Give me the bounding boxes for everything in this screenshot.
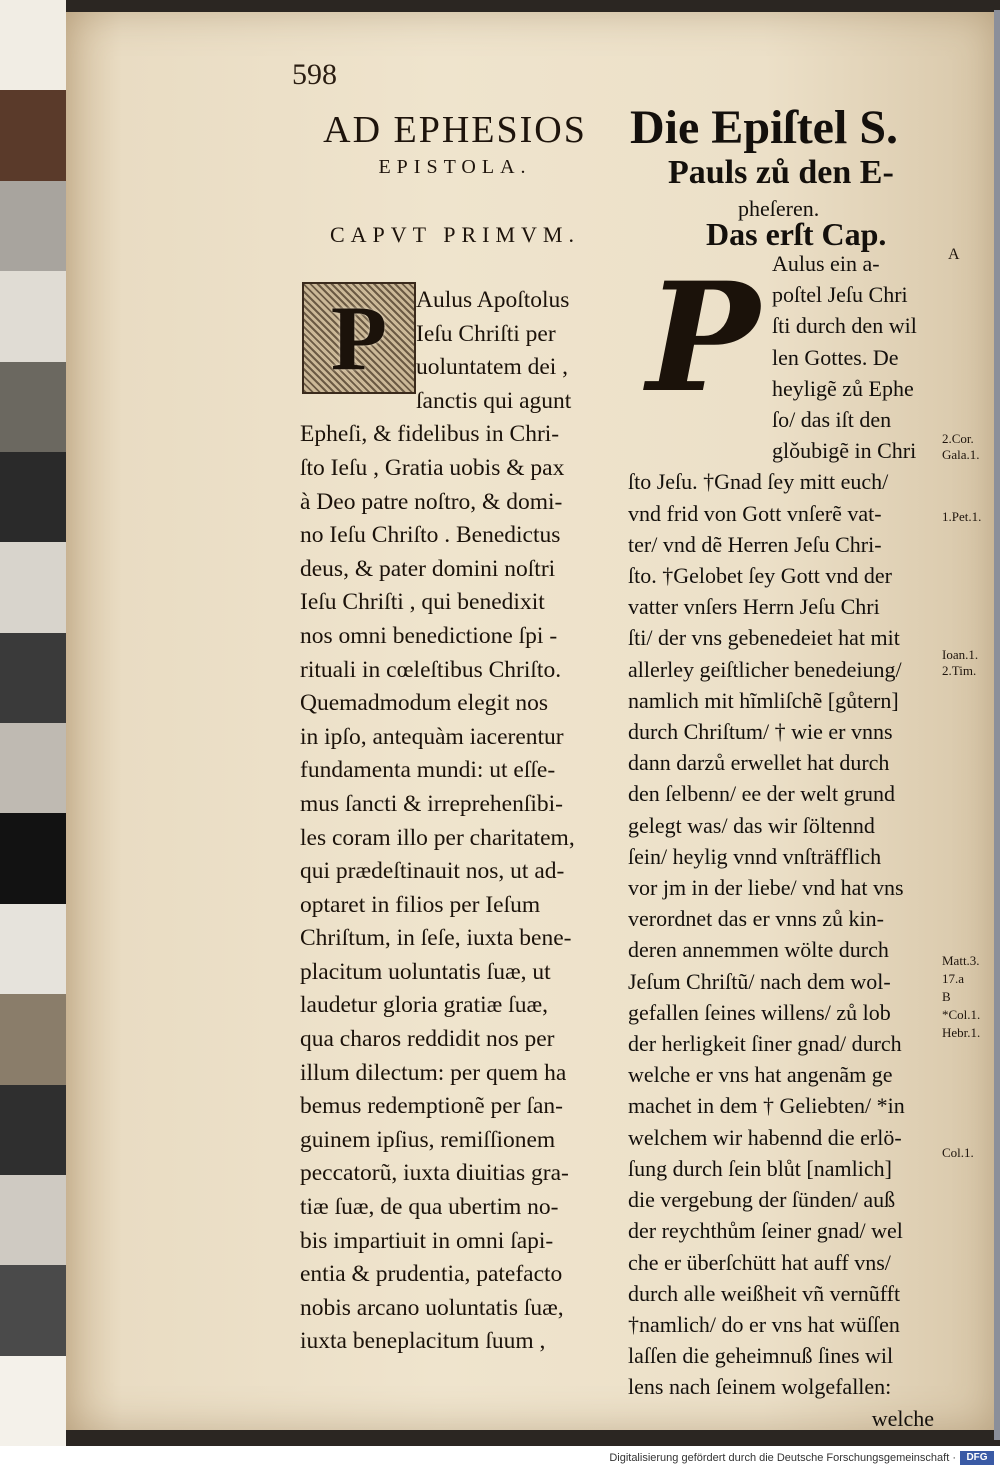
strip-swatch: [0, 904, 66, 994]
margin-note-hebr: Hebr.1.: [942, 1025, 981, 1040]
margin-note-gala: Gala.1.: [942, 447, 980, 462]
german-text-line: dann darzů erwellet hat durch: [628, 750, 890, 776]
strip-swatch: [0, 271, 66, 361]
margin-note-2tim: 2.Tim.: [942, 663, 977, 678]
german-text-line: laſſen die geheimnuß ſines wil: [628, 1343, 894, 1369]
german-text-line: der reychthům ſeiner gnad/ wel: [628, 1218, 903, 1244]
latin-text-line: illum dilectum: per quem ha: [300, 1059, 567, 1086]
latin-text-line: laudetur gloria gratiæ ſuæ,: [300, 992, 549, 1019]
german-text-line: durch alle weißheit vñ vernũfft: [628, 1280, 901, 1306]
latin-text-line: ſanctis qui agunt: [416, 387, 572, 414]
german-text-line: die vergebung der ſünden/ auß: [628, 1187, 896, 1213]
strip-swatch: [0, 181, 66, 271]
german-text-line: vor jm in der liebe/ vnd hat vns: [628, 875, 904, 901]
german-text-line: welchem wir habennd die erlö-: [628, 1124, 902, 1150]
latin-text-line: optaret in filios per Ieſum: [300, 891, 541, 918]
german-text-line: allerley geiſtlicher benedeiung/: [628, 656, 902, 682]
german-text-line: namlich mit hĩmliſchẽ [gůtern]: [628, 687, 899, 713]
german-text-line: machet in dem † Geliebten/ *in: [628, 1093, 905, 1119]
margin-note-col: *Col.1.: [942, 1007, 981, 1022]
footer-bar: [0, 1446, 1000, 1472]
german-initial-letter: P: [646, 250, 760, 426]
german-text-line: gelegt was/ das wir ſöltennd: [628, 812, 875, 838]
latin-text-line: tiæ ſuæ, de qua ubertim no-: [300, 1194, 559, 1221]
german-text-line: welche er vns hat angenãm ge: [628, 1062, 893, 1088]
german-text-line: len Gottes. De: [772, 344, 899, 370]
german-text-line: Jeſum Chriſtũ/ nach dem wol-: [628, 968, 891, 994]
german-text-line: lens nach ſeinem wolgefallen:: [628, 1374, 892, 1400]
latin-text-line: Chriſtum, in ſeſe, iuxta bene-: [300, 925, 572, 952]
latin-text-line: qui prædeſtinauit nos, ut ad-: [300, 858, 565, 885]
latin-chapter-heading: CAPVT PRIMVM.: [330, 222, 580, 247]
strip-swatch: [0, 633, 66, 723]
german-text-line: ter/ vnd dẽ Herren Jeſu Chri-: [628, 531, 882, 557]
german-text-line: durch Chriſtum/ † wie er vnns: [628, 719, 893, 745]
latin-text-line: Aulus Apoſtolus: [416, 287, 570, 313]
latin-initial-letter: P: [330, 287, 388, 389]
strip-swatch: [0, 1265, 66, 1355]
latin-text-line: fundamenta mundi: ut eſſe-: [300, 757, 556, 784]
german-text-line: ſein/ heylig vnnd vnſträfflich: [628, 843, 882, 869]
german-text-line: heyligẽ zů Ephe: [772, 375, 914, 401]
latin-text-line: à Deo patre noſtro, & domi-: [300, 488, 563, 515]
german-text-column: [628, 248, 940, 1434]
latin-title: AD EPHESIOS: [323, 109, 587, 151]
german-text-line: verordnet das er vnns zů kin-: [628, 906, 884, 932]
strip-swatch: [0, 0, 66, 90]
german-text-line: ſti/ der vns gebenedeiet hat mit: [628, 625, 900, 651]
latin-text-line: uoluntatem dei ,: [416, 354, 569, 381]
strip-swatch: [0, 994, 66, 1084]
latin-text-line: peccatorũ, iuxta diuitias gra-: [300, 1160, 569, 1187]
color-calibration-strip: [0, 0, 66, 1446]
german-text-line: Aulus ein a-: [772, 251, 880, 276]
strip-swatch: [0, 813, 66, 903]
german-title-line-1: Die Epiſtel S.: [630, 101, 899, 154]
german-text-line: vnd frid von Gott vnſerẽ vat-: [628, 500, 882, 526]
german-title-line-3: pheſeren.: [738, 196, 820, 221]
strip-swatch: [0, 723, 66, 813]
latin-text-line: Quemadmodum elegit nos: [300, 690, 549, 717]
margin-note-a: A: [948, 246, 960, 263]
german-text-line: che er überſchütt hat auff vns/: [628, 1249, 891, 1275]
german-text-line: der herligkeit ſiner gnad/ durch: [628, 1031, 902, 1057]
scan-edge: [994, 10, 1000, 1440]
latin-text-line: bemus redemptionẽ per ſan-: [300, 1093, 563, 1120]
german-title-line-2: Pauls zů den E-: [668, 154, 894, 191]
strip-swatch: [0, 1356, 66, 1446]
margin-note-matt: Matt.3.: [942, 953, 980, 968]
latin-subtitle: EPISTOLA.: [378, 156, 532, 178]
german-text-line: den ſelbenn/ ee der welt grund: [628, 781, 895, 807]
latin-text-line: entia & prudentia, patefacto: [300, 1261, 563, 1288]
latin-text-line: rituali in cœleſtibus Chriſto.: [300, 656, 562, 683]
german-text-line: ſo/ das iſt den: [772, 407, 892, 433]
german-text-line: ſto Jeſu. †Gnad ſey mitt euch/: [628, 469, 889, 495]
german-text-line: gefallen ſeines willens/ zů lob: [628, 999, 891, 1025]
latin-text-line: ſto Ieſu , Gratia uobis & pax: [300, 454, 565, 481]
german-text-line: glǒubigẽ in Chri: [772, 438, 917, 464]
latin-text-line: les coram illo per charitatem,: [300, 824, 575, 851]
strip-swatch: [0, 452, 66, 542]
german-text-line: ſto. †Gelobet ſey Gott vnd der: [628, 563, 892, 589]
margin-note-b: B: [942, 989, 951, 1004]
latin-text-line: iuxta beneplacitum ſuum ,: [300, 1328, 546, 1355]
latin-text-line: deus, & pater domini noſtri: [300, 555, 556, 582]
german-text-line: vatter vnſers Herrn Jeſu Chri: [628, 594, 880, 620]
margin-note-col-2: Col.1.: [942, 1145, 974, 1160]
margin-note-2cor: 2.Cor.: [942, 431, 974, 446]
latin-text-line: mus ſancti & irreprehenſibi-: [300, 790, 563, 817]
latin-text-line: no Ieſu Chriſto . Benedictus: [300, 522, 561, 549]
latin-text-line: nobis arcano uoluntatis ſuæ,: [300, 1294, 564, 1321]
funding-credit: Digitalisierung gefördert durch die Deutsche Forschungsgemeinschaft ·: [609, 1452, 956, 1464]
german-chapter-heading: Das erſt Cap.: [706, 216, 887, 252]
latin-text-line: placitum uoluntatis ſuæ, ut: [300, 958, 551, 985]
dfg-logo: DFG: [960, 1451, 994, 1465]
margin-note-17a: 17.a: [942, 971, 965, 986]
strip-swatch: [0, 542, 66, 632]
latin-text-line: Ieſu Chriſti , qui benedixit: [300, 589, 545, 616]
margin-note-1pet: 1.Pet.1.: [942, 509, 982, 524]
page-number: 598: [292, 58, 337, 91]
german-text-line: †namlich/ do er vns hat wüſſen: [628, 1311, 900, 1337]
latin-text-line: Ieſu Chriſti per: [416, 320, 556, 347]
latin-text-line: in ipſo, antequàm iacerentur: [300, 723, 564, 750]
german-text-line: deren annemmen wölte durch: [628, 937, 889, 963]
latin-text-line: Epheſi, & fidelibus in Chri-: [300, 421, 560, 448]
german-text-line: ſti durch den wil: [772, 313, 917, 339]
strip-swatch: [0, 362, 66, 452]
latin-text-line: bis impartiuit in omni ſapi-: [300, 1227, 554, 1254]
latin-text-line: guinem ipſius, remiſſionem: [300, 1126, 556, 1153]
strip-swatch: [0, 1085, 66, 1175]
latin-text-column: [300, 284, 612, 1359]
margin-note-joan: Ioan.1.: [942, 647, 979, 662]
german-text-line: ſung durch ſein blůt [namlich]: [628, 1155, 892, 1181]
german-text-line: welche: [871, 1405, 934, 1431]
strip-swatch: [0, 90, 66, 180]
strip-swatch: [0, 1175, 66, 1265]
german-text-line: poſtel Jeſu Chri: [772, 282, 908, 308]
latin-text-line: qua charos reddidit nos per: [300, 1026, 555, 1053]
latin-text-line: nos omni benedictione ſpi -: [300, 622, 558, 649]
